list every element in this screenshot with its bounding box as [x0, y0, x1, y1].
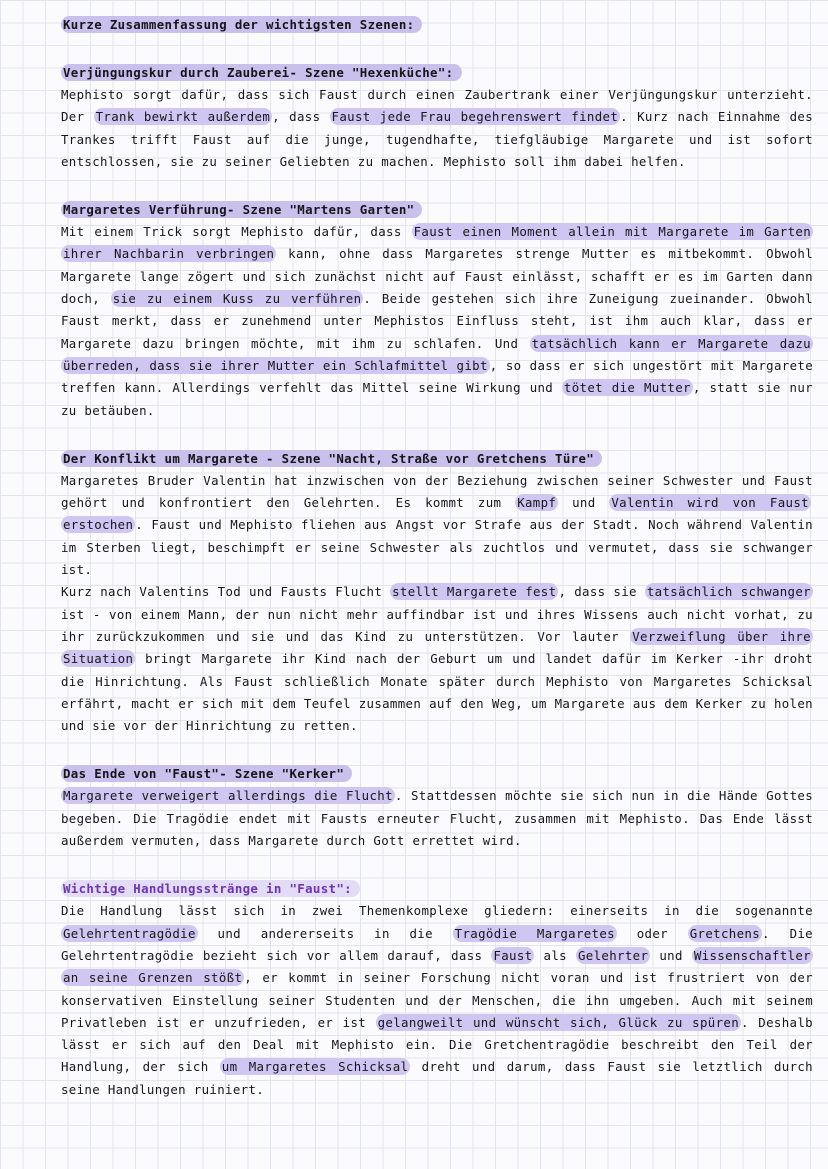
text-run: , dass sie	[558, 584, 645, 600]
text-run: kann, ohne dass Margaretes strenge Mutter es mitbekommt. Obwohl Margarete lange zögert und sich zunächst nicht auf Faust einlässt, schafft er es im Garten dann doch,	[61, 246, 813, 307]
highlight: tatsächlich kann er Margarete dazu überreden, dass sie ihrer Mutter ein Schlafmittel gibt	[63, 335, 811, 373]
text-run: . Faust und Mephisto fliehen aus Angst vor Strafe aus der Stadt. Noch während Valentin im Sterben liegt, beschimpft er seine Schwester als zuchtlos und vermutet, dass sie schwanger ist.	[61, 517, 813, 578]
highlight: Margarete verweigert allerdings die Flucht	[63, 788, 393, 804]
page-title: Kurze Zusammenfassung der wichtigsten Szenen:	[61, 14, 813, 36]
text-run: und andererseits in die	[197, 925, 453, 941]
text-run: oder	[617, 925, 688, 941]
text-run: Margaretes Bruder Valentin hat inzwischen von der Beziehung zwischen seiner Schwester und Faust gehört und konfrontiert den Gelehrten. Es kommt zum	[61, 472, 813, 511]
section-text-martens-garten	[61, 221, 813, 422]
highlight: tötet die Mutter	[563, 380, 691, 396]
highlight: Gelehrtentragödie	[63, 925, 196, 941]
section-text-nacht-strasse-2	[61, 581, 813, 737]
text-run: , so dass er sich ungestört mit Margarete treffen kann. Allerdings verfehlt das Mittel seine Wirkung und	[61, 357, 813, 396]
highlight: Faust	[493, 947, 533, 963]
highlight: sie zu einem Kuss zu verführen	[112, 291, 362, 307]
text-run: . Die Gelehrtentragödie bezieht sich vor allem darauf, dass	[61, 925, 813, 963]
text-run: Mit einem Trick sorgt Mephisto dafür, dass	[61, 224, 412, 240]
text-run: . Deshalb lässt er sich auf den Deal mit Mephisto ein. Die Gretchentragödie beschreibt den Teil der Handlung, der sich	[61, 1014, 813, 1075]
text-run: , dass	[272, 109, 330, 125]
text-run: Die Handlung lässt sich in zwei Themenkomplexe gliedern: einerseits in die sogenannte	[61, 903, 813, 919]
highlight: Gretchens	[689, 925, 761, 941]
highlight: Tragödie Margaretes	[454, 925, 615, 941]
text-run: und	[650, 947, 692, 963]
section-heading-nacht-strasse: Der Konflikt um Margarete - Szene "Nacht, Straße vor Gretchens Türe"	[61, 448, 813, 470]
text-run: als	[534, 947, 576, 963]
highlight: Verzweiflung über ihre Situation	[63, 628, 811, 667]
highlight: Kampf	[517, 495, 557, 511]
text-run: , er kommt in seiner Forschung nicht voran und ist frustriert von der konservativen Einstellung seiner Studenten und der Menschen, die ihn umgeben. Auch mit seinem Privatleben ist er unzufrieden, er ist	[61, 970, 813, 1030]
text-run: . Beide gestehen sich ihre Zuneigung zueinander. Obwohl Faust merkt, dass er zunehmend unter Mephistos Einfluss steht, ist ihm auch klar, dass er Margarete dazu bringen möchte, mit ihm zu schlafen. Und	[61, 291, 813, 351]
text-run: und	[558, 495, 610, 511]
highlight: Faust jede Frau begehrenswert findet	[331, 109, 619, 125]
section-text-hexenkueche	[61, 84, 813, 173]
text-run: Kurz nach Valentins Tod und Fausts Flucht	[61, 584, 391, 600]
section-text-handlungsstraenge	[61, 900, 813, 1101]
text-run: , statt sie nur zu betäuben.	[61, 380, 813, 418]
text-run: dreht und darum, dass Faust sie letztlich durch seine Handlungen ruiniert.	[61, 1059, 813, 1097]
highlight: Valentin wird von Faust erstochen	[63, 495, 809, 533]
section-heading-handlungsstraenge: Wichtige Handlungsstränge in "Faust":	[61, 878, 813, 900]
highlight: um Margaretes Schicksal	[221, 1059, 409, 1075]
text-run: ist - von einem Mann, der nun nicht mehr auffindbar ist und ihres Wissens auch nicht vorhat, zu ihr zurückzukommen und sie und das Kind zu unterstützen. Vor lauter	[61, 606, 813, 644]
section-text-nacht-strasse	[61, 470, 813, 581]
section-heading-hexenkueche: Verjüngungskur durch Zauberei- Szene "Hexenküche":	[61, 62, 813, 84]
text-run: . Kurz nach Einnahme des Trankes trifft Faust auf die junge, tugendhafte, tiefgläubige Margarete und ist sofort entschlossen, sie zu seiner Geliebten zu machen. Mephisto soll ihm dabei helfen.	[61, 109, 814, 169]
notes-page	[61, 14, 813, 1101]
section-heading-kerker: Das Ende von "Faust"- Szene "Kerker"	[61, 763, 813, 785]
highlight: gelangweilt und wünscht sich, Glück zu spüren	[377, 1014, 740, 1030]
text-run: . Stattdessen möchte sie sich nun in die Hände Gottes begeben. Die Tragödie endet mit Fausts erneuter Flucht, zusammen mit Mephisto. Das Ende lässt außerdem vermuten, dass Margarete durch Gott errettet wird.	[61, 788, 814, 849]
highlight: tatsächlich schwanger	[646, 584, 811, 600]
text-run: bringt Margarete ihr Kind nach der Geburt um und landet dafür im Kerker -ihr droht die Hinrichtung. Als Faust schließlich Monate später durch Mephisto von Margaretes Schicksal erfährt, macht er sich mit dem Teufel zusammen auf den Weg, um Margarete aus dem Kerker zu holen und sie vor der Hinrichtung zu retten.	[61, 651, 813, 734]
highlight: Wissenschaftler an seine Grenzen stößt	[63, 947, 811, 986]
section-text-kerker	[61, 785, 813, 852]
highlight: Faust einen Moment allein mit Margarete im Garten ihrer Nachbarin verbringen	[63, 224, 811, 262]
text-run: Mephisto sorgt dafür, dass sich Faust durch einen Zaubertrank einer Verjüngungskur unterzieht. Der	[61, 87, 813, 125]
section-heading-martens-garten: Margaretes Verführung- Szene "Martens Garten"	[61, 199, 813, 221]
highlight: stellt Margarete fest	[392, 584, 557, 600]
highlight: Trank bewirkt außerdem	[95, 109, 271, 125]
highlight: Gelehrter	[578, 947, 649, 963]
